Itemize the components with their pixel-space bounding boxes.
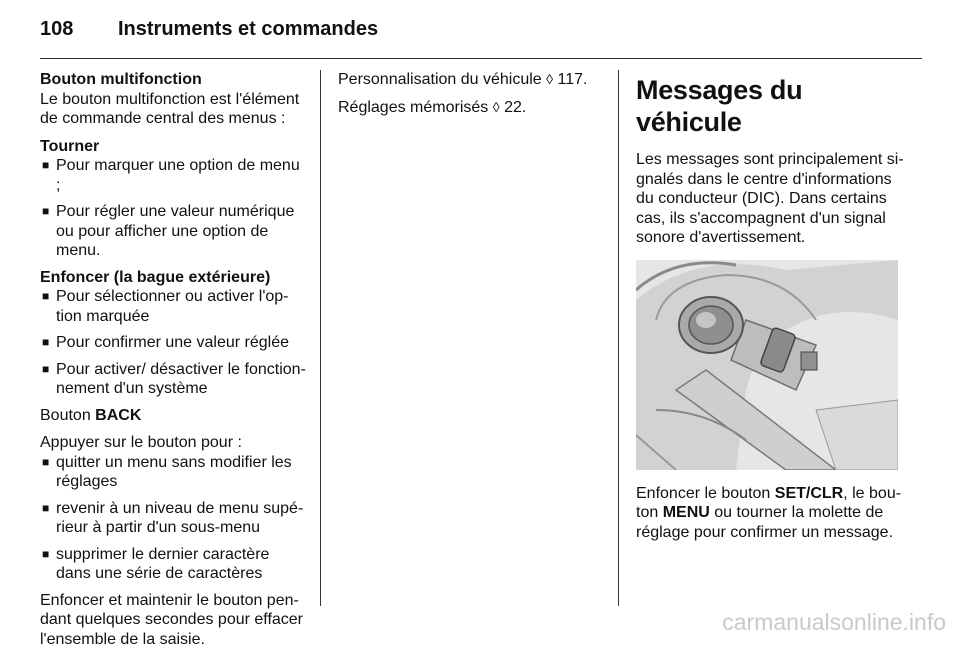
column-divider-1 (320, 70, 321, 606)
list-item: ■ revenir à un niveau de menu supé-rieur à partir d'un sous-menu (40, 499, 308, 538)
caption-text: Enfoncer le bouton (636, 484, 771, 502)
messages-intro: Les messages sont principalement si-gnalés dans le centre d'informations du conducteur (DIC). Dans certains cas, ils s'accompagnent d'un signal sonore d'avertissement. (636, 151, 904, 246)
page-title: Instruments et commandes (118, 18, 379, 40)
column-left (40, 70, 308, 657)
hold-instruction: Enfoncer et maintenir le bouton pen-dant quelques secondes pour effacer l'ensemble de la saisie. (40, 591, 304, 648)
multifunction-intro: Le bouton multifonction est l'élément de commande central des menus : (40, 90, 300, 127)
list-item: ■ supprimer le dernier caractère dans une série de caractères (40, 545, 308, 584)
reference-page: 22. (504, 98, 527, 116)
watermark: carmanualsonline.info (722, 609, 946, 635)
reference-text: Personnalisation du véhicule (338, 71, 542, 88)
figure-caption (636, 484, 904, 543)
back-intro: Appuyer sur le bouton pour : (40, 434, 242, 451)
caption-text: , le bou-ton (636, 484, 902, 521)
tourner-label: Tourner (40, 137, 100, 155)
back-button-line (40, 406, 308, 426)
list-item: ■ Pour régler une valeur numérique ou pour afficher une option de menu. (40, 202, 308, 261)
cross-reference (338, 98, 602, 118)
page-reference-icon: ◊ (546, 71, 554, 87)
list-item: ■ Pour marquer une option de menu ; (40, 156, 308, 195)
reference-text: Réglages mémorisés (338, 98, 489, 116)
back-prefix: Bouton (40, 406, 91, 424)
list-item: ■ Pour sélectionner ou activer l'op-tion marquée (40, 287, 308, 326)
setclr-label: SET/CLR (774, 484, 844, 502)
enfoncer-label: Enfoncer (la bague extérieure) (40, 268, 271, 286)
enfoncer-list (40, 287, 308, 399)
list-item: ■ Pour confirmer une valeur réglée (40, 333, 308, 353)
column-divider-2 (618, 70, 619, 606)
menu-label: MENU (662, 504, 710, 521)
back-label: BACK (95, 406, 142, 424)
section-title: Messages du véhicule (636, 75, 803, 137)
column-right (636, 70, 904, 550)
list-item: ■ quitter un menu sans modifier les réglages (40, 453, 308, 492)
multifunction-heading: Bouton multifonction (40, 71, 202, 88)
header-divider (40, 58, 922, 59)
cross-reference (338, 70, 602, 90)
steering-column-stalk-illustration (636, 260, 898, 470)
back-list (40, 453, 308, 584)
caption-text: ou tourner la molette de réglage pour confirmer un message. (636, 504, 894, 541)
list-item: ■ Pour activer/ désactiver le fonction-nement d'un système (40, 360, 308, 399)
column-middle (338, 70, 602, 125)
page-reference-icon: ◊ (492, 98, 500, 115)
reference-page: 117. (557, 71, 588, 88)
tourner-list (40, 156, 308, 261)
page-number: 108 (40, 18, 74, 40)
